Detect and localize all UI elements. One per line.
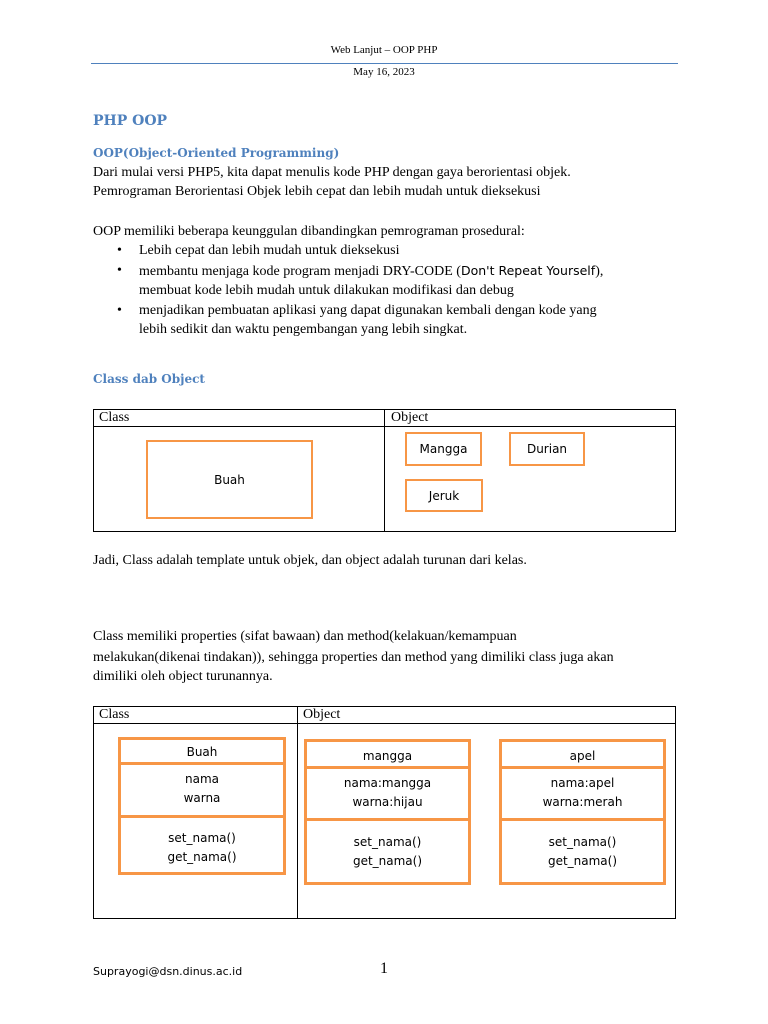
uml-method: set_nama() <box>353 835 422 849</box>
advantages-intro: OOP memiliki beberapa keunggulan dibandingkan pemrograman prosedural: <box>93 224 525 239</box>
uml-divider <box>121 762 283 765</box>
section-class-object-title: Class dab Object <box>93 372 205 386</box>
class-box-buah: Buah <box>146 440 313 519</box>
object-box-mangga: Mangga <box>405 432 482 466</box>
uml-object-name: mangga <box>362 749 413 763</box>
paragraph-line: dimiliki oleh object turunannya. <box>93 669 273 684</box>
page-number: 1 <box>380 960 388 977</box>
table-header-class: Class <box>99 410 130 425</box>
uml-property: nama:mangga <box>343 776 432 790</box>
dry-expansion: Don't Repeat Yourself <box>460 263 596 278</box>
header-divider <box>91 63 678 64</box>
uml-divider <box>307 766 468 769</box>
uml-property: warna:merah <box>542 795 623 809</box>
uml-property: warna <box>183 791 221 805</box>
uml-object-name: apel <box>569 749 596 763</box>
uml-property: nama:apel <box>550 776 615 790</box>
section-oop-title: OOP(Object-Oriented Programming) <box>93 146 340 160</box>
list-item: • menjadikan pembuatan aplikasi yang dapat digunakan kembali dengan kode yang lebih sedikit dan waktu pengembangan yang lebih singkat. <box>117 303 597 337</box>
uml-property: nama <box>184 772 219 786</box>
bullet-icon: • <box>117 303 122 318</box>
bullet-icon: • <box>117 243 122 258</box>
table-divider <box>93 723 676 724</box>
paragraph-line: Class memiliki properties (sifat bawaan) dan method(kelakuan/kemampuan <box>93 629 517 644</box>
paragraph-line: melakukan(dikenai tindakan)), sehingga properties dan method yang dimiliki class juga akan <box>93 650 614 665</box>
uml-method: get_nama() <box>167 850 237 864</box>
uml-divider <box>502 818 663 821</box>
footer-email: Suprayogi@dsn.dinus.ac.id <box>93 965 243 978</box>
list-item: • Lebih cepat dan lebih mudah untuk dieksekusi <box>117 243 400 258</box>
uml-divider <box>307 818 468 821</box>
list-item: • membantu menjaga kode program menjadi DRY-CODE (Don't Repeat Yourself), membuat kode lebih mudah untuk dilakukan modifikasi dan debug <box>117 263 604 298</box>
summary-text: Jadi, Class adalah template untuk objek, dan object adalah turunan dari kelas. <box>93 553 527 568</box>
uml-property: warna:hijau <box>352 795 423 809</box>
paragraph-line: Dari mulai versi PHP5, kita dapat menulis kode PHP dengan gaya berorientasi objek. <box>93 165 571 180</box>
advantages-list <box>93 241 683 340</box>
uml-object-apel <box>499 739 666 885</box>
uml-method: get_nama() <box>352 854 423 868</box>
object-box-durian: Durian <box>509 432 585 466</box>
table-header-class: Class <box>99 707 130 722</box>
table-header-object: Object <box>391 410 429 425</box>
table-divider <box>384 409 385 532</box>
uml-object-mangga <box>304 739 471 885</box>
uml-method: set_nama() <box>168 831 236 845</box>
page-header-date: May 16, 2023 <box>353 66 415 78</box>
uml-method: get_nama() <box>547 854 618 868</box>
uml-divider <box>502 766 663 769</box>
page-header-title: Web Lanjut – OOP PHP <box>330 44 438 56</box>
object-box-jeruk: Jeruk <box>405 479 483 512</box>
bullet-icon: • <box>117 263 122 278</box>
table-header-object: Object <box>303 707 341 722</box>
table-divider <box>297 706 298 919</box>
uml-method: set_nama() <box>548 835 617 849</box>
uml-divider <box>121 815 283 818</box>
paragraph-line: Pemrograman Berorientasi Objek lebih cepat dan lebih mudah untuk dieksekusi <box>93 184 541 199</box>
uml-class-buah <box>118 737 286 875</box>
page-heading: PHP OOP <box>93 113 168 129</box>
uml-class-name: Buah <box>186 745 218 759</box>
